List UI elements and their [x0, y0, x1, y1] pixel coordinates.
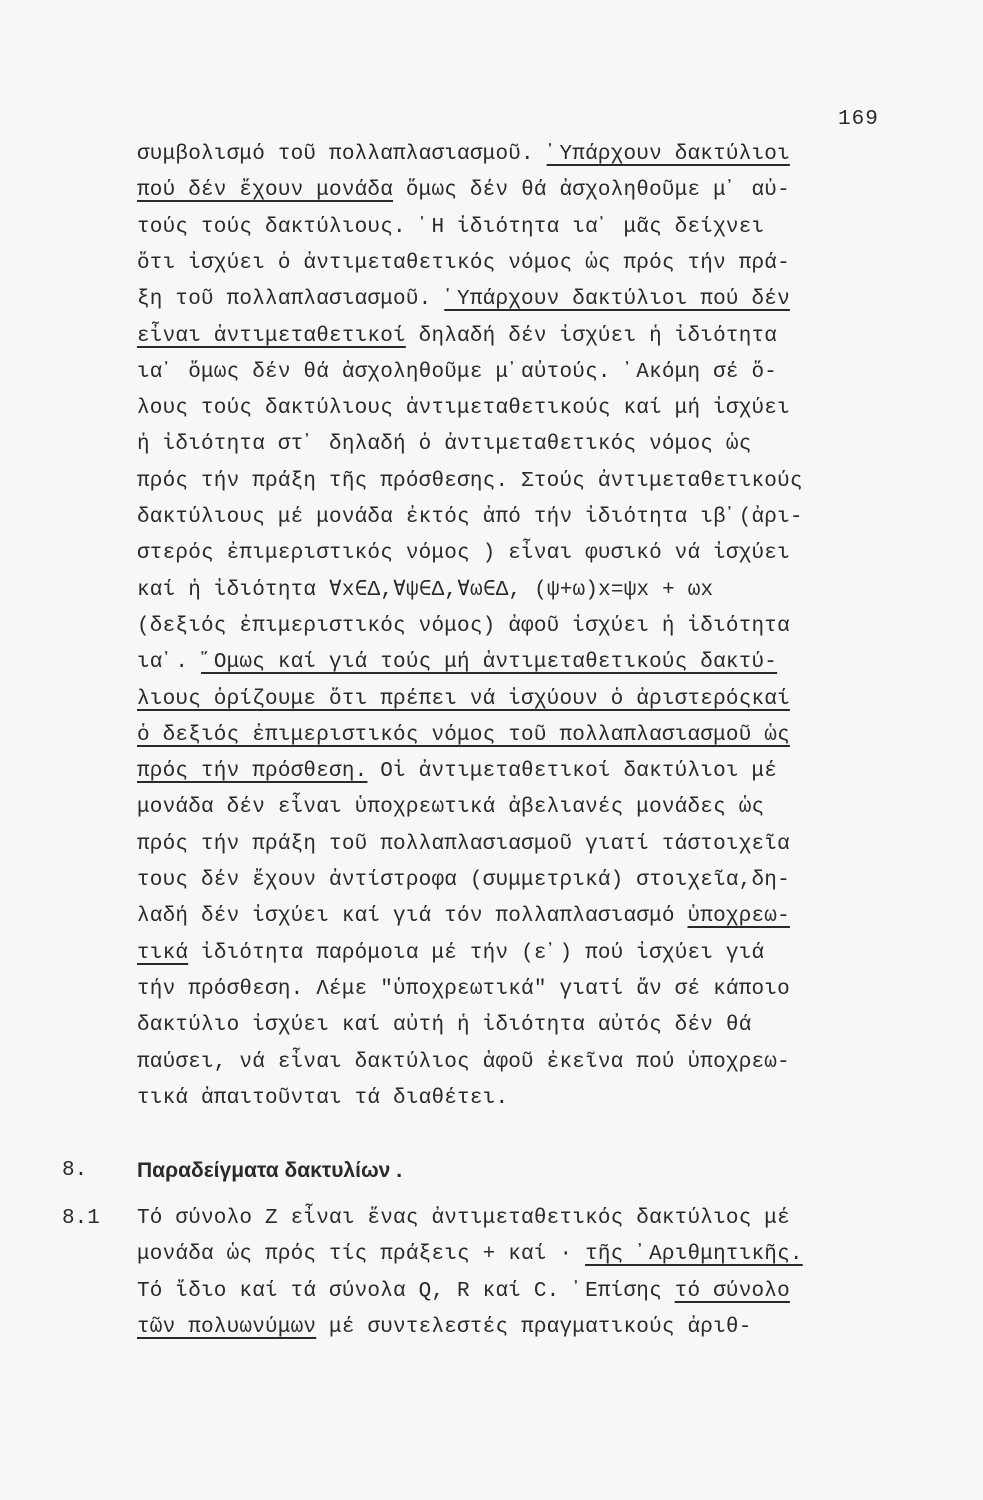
underlined-text: τῆς ᾿Αριθμητικῆς.: [585, 1243, 803, 1267]
text-span: στερός ἐπιμεριστικός νόμος ) εἶναι φυσικό νά ἰσχύει: [137, 542, 790, 566]
body-line: [137, 358, 897, 388]
text-span: τούς τούς δακτύλιους. ῾Η ἰδιότητα ια᾿ μᾶς δείχνει: [137, 215, 765, 239]
text-span: τήν πρόσθεση. Λέμε "ὑποχρεωτικά" γιατί ἄν σέ κάποιο: [137, 977, 790, 1001]
body-line: [137, 830, 897, 860]
body-line: [137, 612, 897, 642]
underlined-text: ὁ δεξιός ἐπιμεριστικός νόμος τοῦ πολλαπλασιασμοῦ ὡς: [137, 723, 790, 747]
body-line: [137, 140, 897, 170]
text-span: δακτύλιους μέ μονάδα ἐκτός ἀπό τήν ἰδιότητα ιβ᾿(ἀρι-: [137, 506, 803, 529]
text-span: τικά ἀπαιτοῦνται τά διαθέτει.: [137, 1086, 509, 1110]
text-span: (δεξιός ἐπιμεριστικός νόμος) ἀφοῦ ἰσχύει ἡ ἰδιότητα: [137, 614, 790, 638]
body-line: [137, 866, 897, 896]
body-line: [137, 539, 897, 569]
body-line: [137, 1084, 897, 1114]
text-span: ια᾿.: [137, 651, 202, 675]
subsection-line: [137, 1277, 897, 1307]
text-span: λαδή δέν ἰσχύει καί γιά τόν πολλαπλασιασμό: [137, 905, 688, 929]
body-line: [137, 394, 897, 424]
body-line: [137, 213, 897, 243]
subsection-number: 8.1: [62, 1207, 100, 1230]
body-line: [137, 176, 897, 206]
text-span: πρός τήν πράξη τῆς πρόσθεσης. Στούς ἀντιμεταθετικούς: [137, 469, 803, 493]
text-span: τους δέν ἔχουν ἀντίστροφα (συμμετρικά) στοιχεῖα,δη-: [137, 869, 790, 892]
section-title: Παραδείγματα δακτυλίων .: [137, 1159, 403, 1182]
body-line: [137, 503, 897, 533]
text-span: ὅτι ἰσχύει ὁ ἀντιμεταθετικός νόμος ὡς πρός τήν πρά-: [137, 251, 790, 275]
body-line: [137, 430, 897, 460]
underlined-text: τικά: [137, 941, 189, 965]
text-span: λους τούς δακτύλιους ἀντιμεταθετικούς καί μή ἰσχύει: [137, 397, 790, 421]
text-span: μονάδα δέν εἶναι ὑποχρεωτικά ἀβελιανές μονάδες ὡς: [137, 796, 765, 820]
text-span: παύσει, νά εἶναι δακτύλιος ἀφοῦ ἐκεῖνα πού ὑποχρεω-: [137, 1050, 790, 1074]
text-span: συμβολισμό τοῦ πολλαπλασιασμοῦ.: [137, 143, 547, 166]
text-span: ὅμως δέν θά ἀσχοληθοῦμε μ᾿ αὐ-: [393, 179, 790, 203]
subsection-line: [137, 1240, 897, 1270]
text-span: ξη τοῦ πολλαπλασιασμοῦ.: [137, 288, 445, 312]
body-line: [137, 576, 897, 606]
text-span: Τό ἴδιο καί τά σύνολα Q, R καί C. ᾿Επίσης: [137, 1279, 675, 1303]
body-line: [137, 648, 897, 678]
text-span: δακτύλιο ἰσχύει καί αὐτή ἡ ἰδιότητα αὐτός δέν θά: [137, 1014, 752, 1038]
text-span: Τό σύνολο Z εἶναι ἕνας ἀντιμεταθετικός δακτύλιος μέ: [137, 1207, 790, 1230]
underlined-text: εἶναι ἀντιμεταθετικοί: [137, 324, 406, 348]
body-line: [137, 721, 897, 751]
text-span: ἰδιότητα παρόμοια μέ τήν (ε᾿) πού ἰσχύει γιά: [188, 941, 765, 965]
body-line: [137, 793, 897, 823]
text-span: δηλαδή δέν ἰσχύει ἡ ἰδιότητα: [405, 324, 778, 348]
body-line: [137, 322, 897, 352]
body-line: [137, 467, 897, 497]
text-span: μονάδα ὡς πρός τίς πράξεις + καί ·: [137, 1243, 586, 1267]
body-line: [137, 939, 897, 969]
body-line: [137, 1011, 897, 1041]
underlined-text: ῾Υπάρχουν δακτύλιοι: [546, 143, 790, 166]
text-span: ἡ ἰδιότητα στ᾿ δηλαδή ὁ ἀντιμεταθετικός νόμος ὡς: [137, 433, 752, 457]
underlined-text: πού δέν ἔχουν μονάδα: [137, 179, 394, 203]
body-line: [137, 685, 897, 715]
underlined-text: τῶν πολυωνύμων: [137, 1315, 317, 1339]
body-line: [137, 249, 897, 279]
text-span: Οἱ ἀντιμεταθετικοί δακτύλιοι μέ: [367, 760, 778, 784]
underlined-text: λιους ὁρίζουμε ὅτι πρέπει νά ἰσχύουν ὁ ἀριστερόςκαί: [137, 687, 790, 711]
underlined-text: τό σύνολο: [674, 1279, 790, 1303]
underlined-text: ῾Υπάρχουν δακτύλιοι πού δέν: [444, 288, 790, 312]
text-span: ια᾿ ὅμως δέν θά ἀσχοληθοῦμε μ᾿αὐτούς. ᾿Ακόμη σέ ὅ-: [137, 360, 778, 384]
body-line: [137, 1048, 897, 1078]
body-line: [137, 757, 897, 787]
underlined-text: ῞Ομως καί γιά τούς μή ἀντιμεταθετικούς δακτύ-: [201, 651, 778, 675]
section-number: 8.: [62, 1159, 88, 1182]
subsection-line: [137, 1313, 897, 1343]
text-span: μέ συντελεστές πραγματικούς ἀριθ-: [316, 1315, 752, 1339]
subsection-line: [137, 1204, 897, 1234]
body-line: [137, 975, 897, 1005]
page-number: 169: [838, 108, 879, 131]
underlined-text: πρός τήν πρόσθεση.: [137, 760, 368, 784]
underlined-text: ὑποχρεω-: [687, 905, 790, 929]
body-line: [137, 285, 897, 315]
text-span: καί ἡ ἰδιότητα ∀x∈Δ,∀ψ∈Δ,∀ω∈Δ, (ψ+ω)x=ψx + ωx: [137, 578, 714, 602]
body-line: [137, 902, 897, 932]
text-span: πρός τήν πράξη τοῦ πολλαπλασιασμοῦ γιατί τάστοιχεῖα: [137, 832, 790, 856]
